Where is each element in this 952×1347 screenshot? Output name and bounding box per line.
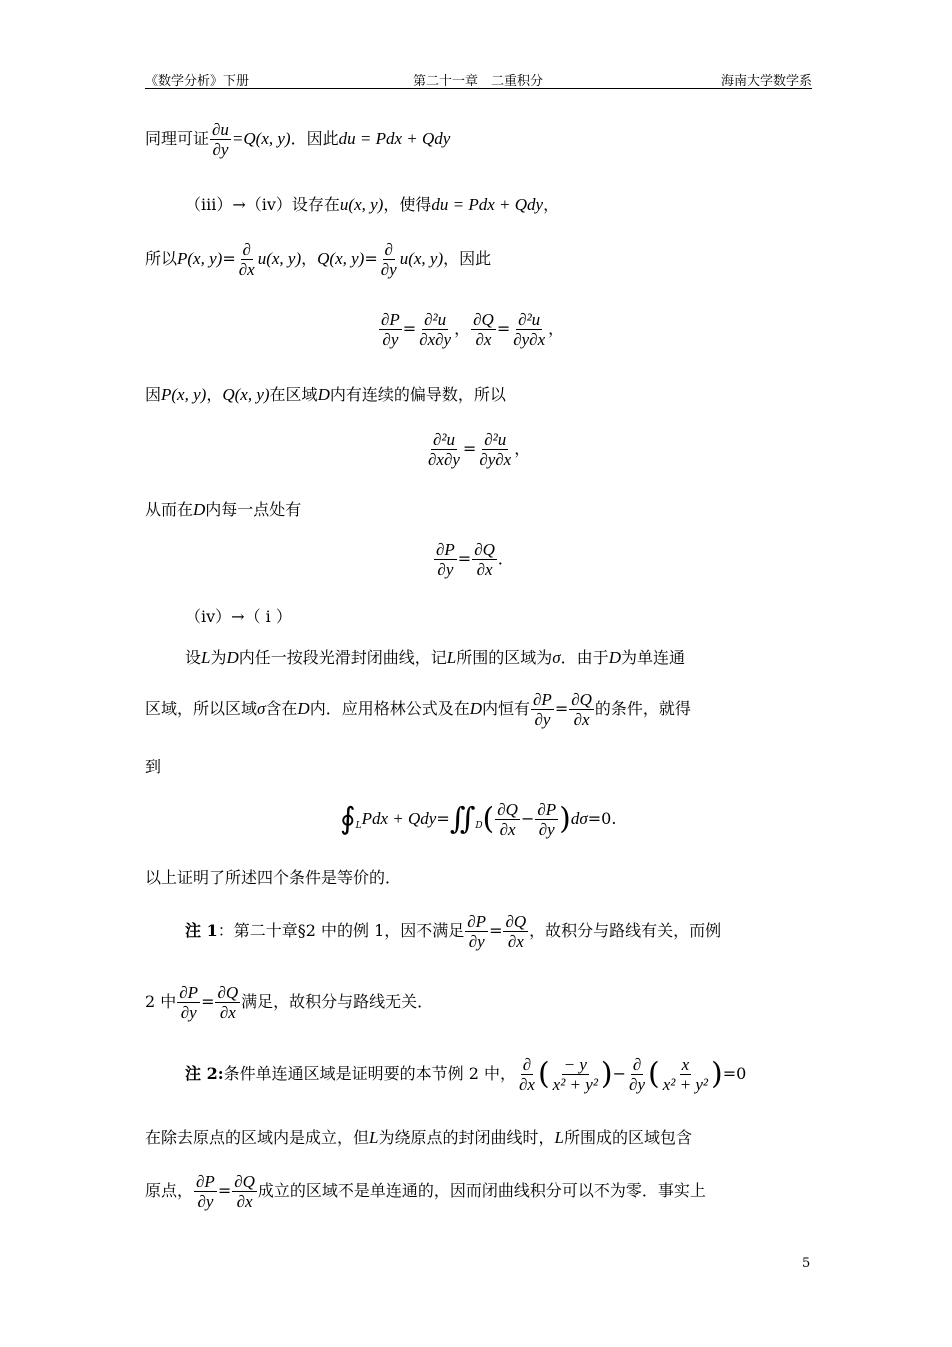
num: − y xyxy=(563,1055,587,1074)
text: 所以 xyxy=(145,249,178,268)
num: ∂²u xyxy=(484,430,507,449)
num: ∂Q xyxy=(505,912,527,931)
math: D xyxy=(608,648,621,667)
den: ∂y xyxy=(538,820,555,839)
num: ∂P xyxy=(381,310,400,329)
note-2-line-1: 注 2:条件单连通区域是证明要的本节例 2 中， $\frac{\partial}{\partial x}$ ( $\frac{- y}{\text{x² + y²}}$ )− $\frac{\partial}{\partial y}$ ( $\frac{x}{\text{x² + y²}}$ )=0 xyxy=(185,1055,747,1094)
math: D xyxy=(317,385,330,404)
text: ．由于 xyxy=(560,648,609,667)
fraction xyxy=(379,310,402,349)
math: Q(x, y) xyxy=(222,385,270,404)
num: ∂Q xyxy=(217,983,239,1002)
line-14: 以上证明了所述四个条件是等价的． xyxy=(145,868,402,887)
line-8: $\frac{\partial P}{\partial y}$ = $\frac{\partial Q}{\partial x}$ ． xyxy=(436,540,514,579)
fraction xyxy=(495,800,520,839)
num: ∂Q xyxy=(571,690,592,709)
fraction xyxy=(194,1172,217,1211)
fraction xyxy=(503,912,528,951)
den: ∂x xyxy=(507,932,524,951)
fraction xyxy=(627,1055,647,1094)
line-18: 原点， $\frac{\partial P}{\partial y}$ = $\frac{\partial Q}{\partial x}$ 成立的区域不是单连通的，因而闭曲线积分可以不为零．事实上 xyxy=(145,1172,706,1211)
fraction xyxy=(177,983,200,1022)
text: 成立的区域不是单连通的，因而闭曲线积分可以不为零．事实上 xyxy=(257,1181,706,1200)
fraction xyxy=(661,1055,710,1094)
fraction xyxy=(472,540,497,579)
line-12: 到 xyxy=(145,757,162,776)
math: u(x, y) xyxy=(339,195,384,214)
fraction-du-dy xyxy=(210,120,231,159)
line-9: （iv）→（ i ） xyxy=(185,607,292,626)
fraction xyxy=(379,240,399,279)
num: ∂²u xyxy=(432,430,455,449)
num: ∂ xyxy=(242,240,251,259)
page-number: 5 xyxy=(802,1256,811,1271)
text: 所围成的区域包含 xyxy=(563,1128,692,1147)
num: ∂²u xyxy=(518,310,541,329)
header-chapter: 第二十一章 二重积分 xyxy=(413,74,544,89)
line-3: 所以P(x, y)= $\frac{\partial}{\partial x}$ u(x, y)，Q(x, y)= $\frac{\partial}{\partial y}$ u(x, y)，因此 xyxy=(145,240,492,279)
fraction xyxy=(215,983,240,1022)
fraction xyxy=(511,310,547,349)
line-4: $\frac{\partial P}{\partial y}$ = $\frac{\text{∂²u}}{\partial x\partial y}$ ， $\frac{\partial Q}{\partial x}$ = $\frac{\text{∂²u}}{\partial y\partial x}$ ， xyxy=(381,310,565,349)
num: ∂Q xyxy=(234,1172,255,1191)
math: u(x, y) xyxy=(257,249,302,268)
text: 含在 xyxy=(265,699,298,718)
den: ∂y∂x xyxy=(479,450,512,469)
num: ∂Q xyxy=(474,540,495,559)
text: 的条件，就得 xyxy=(594,699,691,718)
den: ∂x xyxy=(499,820,516,839)
num: ∂P xyxy=(467,912,487,931)
text: 内有连续的偏导数，所以 xyxy=(329,385,506,404)
math: Q(x, y) xyxy=(317,249,365,268)
math: L xyxy=(369,1128,379,1147)
den: ∂y xyxy=(629,1075,645,1094)
math: σ xyxy=(552,648,561,667)
math: u(x, y) xyxy=(399,249,444,268)
header-department: 海南大学数学系 xyxy=(720,74,812,89)
fraction xyxy=(569,690,594,729)
den: ∂y xyxy=(534,710,551,729)
fraction xyxy=(535,800,558,839)
den: ∂y xyxy=(197,1192,214,1211)
num: ∂P xyxy=(179,983,199,1002)
den: ∂x xyxy=(573,710,590,729)
den: ∂y xyxy=(382,330,399,349)
page-header xyxy=(145,70,812,89)
num: ∂Q xyxy=(497,800,518,819)
text: ：第二十章§2 中的例 1，因不满足 xyxy=(217,921,465,940)
num: ∂ xyxy=(522,1055,532,1074)
text: ．因此 xyxy=(290,129,339,148)
num: x xyxy=(681,1055,690,1074)
line-2: （iii）→（iv）设存在u(x, y)，使得du = Pdx + Qdy， xyxy=(185,195,560,214)
den: ∂x xyxy=(219,1003,236,1022)
den: ∂x xyxy=(475,330,492,349)
text: 因 xyxy=(145,385,162,404)
math: du = Pdx + Qdy xyxy=(338,129,451,148)
den: ∂y xyxy=(380,260,397,279)
text: 在区域 xyxy=(269,385,318,404)
math: =0. xyxy=(587,809,617,828)
math: L xyxy=(554,1128,564,1147)
text: 满足，故积分与路线无关． xyxy=(241,992,434,1011)
fraction xyxy=(477,430,513,469)
den: ∂y xyxy=(180,1003,197,1022)
den: ∂x xyxy=(238,260,255,279)
math: σ xyxy=(579,809,588,828)
line-10 xyxy=(185,648,685,668)
den: ∂x∂y xyxy=(428,450,460,469)
math: P(x, y) xyxy=(177,249,223,268)
sub: L xyxy=(355,821,362,832)
line-11: 区域，所以区域σ含在D内．应用格林公式及在D内恒有 $\frac{\partial P}{\partial y}$ = $\frac{\partial Q}{\partial x}$ 的条件，就得 xyxy=(145,690,691,729)
note-1-line-1: 注 1：第二十章§2 中的例 1，因不满足 $\frac{\partial P}{\partial y}$ = $\frac{\partial Q}{\partial x}$ ，故积分与路线有关，而例 xyxy=(185,912,722,951)
num: ∂u xyxy=(212,120,229,139)
line-5: 因P(x, y)，Q(x, y)在区域D内有连续的偏导数，所以 xyxy=(145,385,506,404)
den: ∂y xyxy=(468,932,485,951)
text: 为绕原点的封闭曲线时， xyxy=(378,1128,555,1147)
text: 为单连通 xyxy=(620,648,685,667)
fraction xyxy=(517,1055,537,1094)
note-label: 注 1 xyxy=(185,921,218,940)
line-6: $\frac{\text{∂²u}}{\partial x\partial y}$ = $\frac{\text{∂²u}}{\partial y\partial x}$ ， xyxy=(428,430,531,469)
math: du = Pdx + Qdy xyxy=(431,195,544,214)
note-1-line-2: 2 中 $\frac{\partial P}{\partial y}$ = $\frac{\partial Q}{\partial x}$ 满足，故积分与路线无关． xyxy=(145,983,434,1022)
line-13-integral: $∮_LPdx$ + $Qdy=∬_D$( $\frac{\partial Q}{\partial x}$ − $\frac{\partial P}{\partial y}$ )dσ=0. xyxy=(340,800,617,839)
text: 内．应用格林公式及在 xyxy=(309,699,470,718)
text: 同理可证 xyxy=(145,129,210,148)
num: ∂²u xyxy=(424,310,447,329)
sub: D xyxy=(475,821,483,832)
fraction xyxy=(426,430,462,469)
num: ∂P xyxy=(196,1172,215,1191)
den: ∂x xyxy=(236,1192,253,1211)
math: L xyxy=(201,648,211,667)
line-7 xyxy=(145,500,301,520)
text: 在除去原点的区域内是成立，但 xyxy=(145,1128,370,1147)
fraction xyxy=(434,540,457,579)
math: D xyxy=(469,699,482,718)
den: ∂x∂y xyxy=(419,330,452,349)
fraction xyxy=(232,1172,257,1211)
num: ∂P xyxy=(537,800,557,819)
fraction xyxy=(471,310,496,349)
fraction xyxy=(417,310,453,349)
math: D xyxy=(226,648,239,667)
text: 为 xyxy=(210,648,227,667)
math: L xyxy=(446,648,457,667)
text: 内任一按段光滑封闭曲线，记 xyxy=(238,648,447,667)
line-17 xyxy=(145,1128,692,1148)
den: x² + y² xyxy=(662,1075,708,1094)
num: ∂ xyxy=(384,240,393,259)
text: 2 中 xyxy=(145,992,177,1011)
fraction xyxy=(465,912,488,951)
text: ，使得 xyxy=(383,195,432,214)
note-label: 注 2 xyxy=(185,1064,218,1083)
fraction xyxy=(531,690,554,729)
num: ∂Q xyxy=(473,310,494,329)
den: ∂y∂x xyxy=(513,330,546,349)
num: ∂P xyxy=(436,540,455,559)
text: 所围的区域为 xyxy=(456,648,553,667)
den: ∂y xyxy=(437,560,454,579)
math: D xyxy=(193,500,206,519)
den: ∂x xyxy=(518,1075,535,1094)
text: 从而在 xyxy=(145,500,194,519)
math: Pdx + Qdy xyxy=(361,809,437,828)
den: ∂y xyxy=(212,140,229,159)
den: ∂x xyxy=(476,560,493,579)
math: =Q(x, y) xyxy=(231,129,291,148)
num: ∂P xyxy=(533,690,552,709)
text: 内恒有 xyxy=(482,699,531,718)
fraction xyxy=(237,240,257,279)
text: 设 xyxy=(185,648,202,667)
text: （iii）→（iv）设存在 xyxy=(185,195,340,214)
math: D xyxy=(297,699,310,718)
text: 内每一点处有 xyxy=(205,500,302,519)
text: 区域，所以区域 xyxy=(145,699,258,718)
text: 条件单连通区域是证明要的本节例 2 中， xyxy=(223,1064,516,1083)
text: ，因此 xyxy=(443,249,492,268)
text: 原点， xyxy=(145,1181,194,1200)
header-book-title: 《数学分析》下册 xyxy=(145,74,250,89)
fraction xyxy=(551,1055,600,1094)
text: ，故积分与路线有关，而例 xyxy=(529,921,722,940)
line-1 xyxy=(145,120,450,159)
math: σ xyxy=(257,699,266,718)
den: x² + y² xyxy=(552,1075,598,1094)
num: ∂ xyxy=(632,1055,642,1074)
math: P(x, y) xyxy=(161,385,207,404)
